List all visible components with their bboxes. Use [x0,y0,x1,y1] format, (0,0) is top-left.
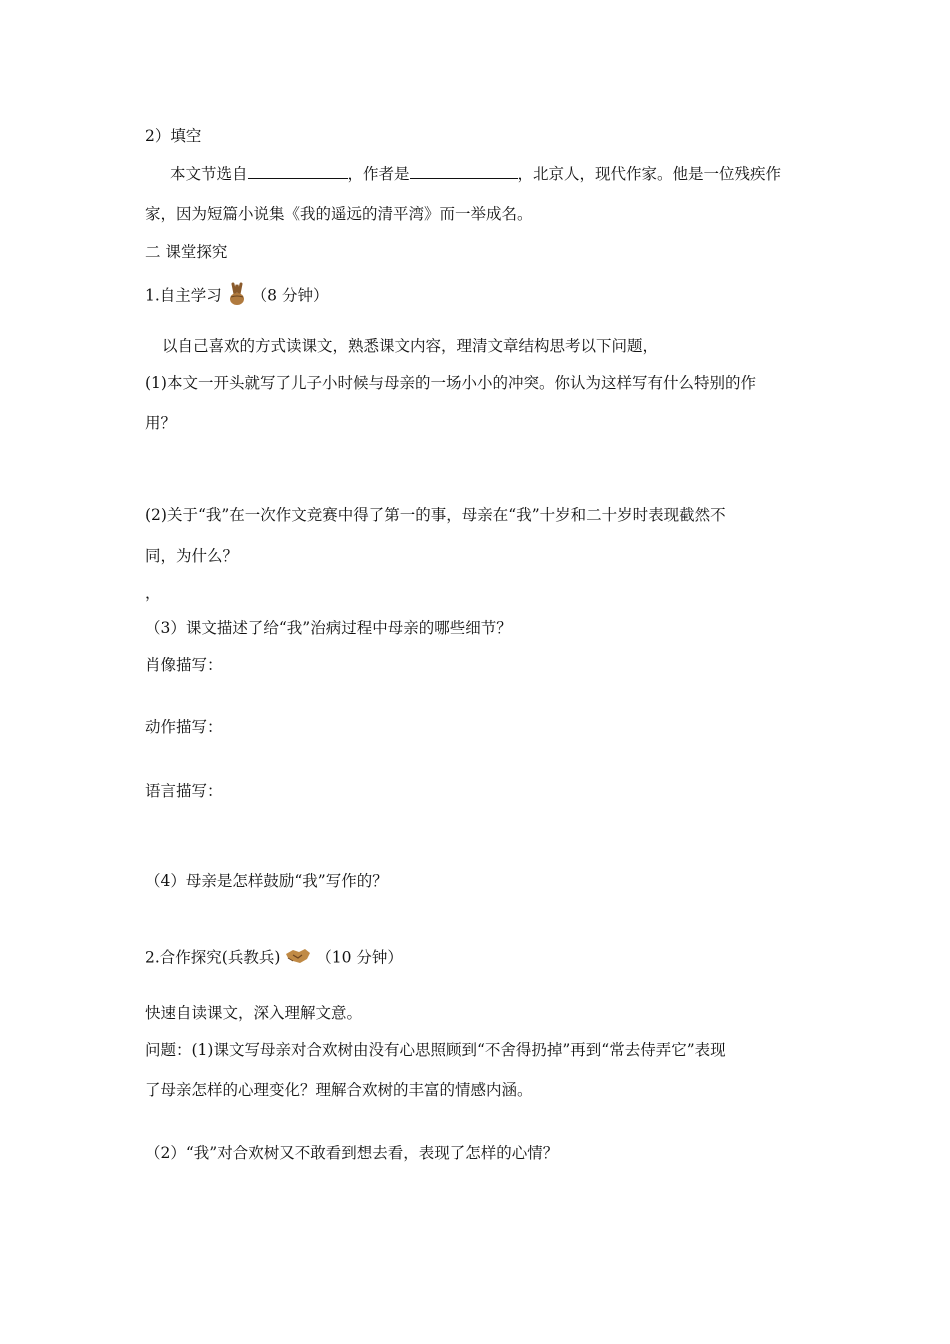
portrait-description-label: 肖像描写： [145,656,223,674]
speech-description-label: 语言描写： [145,782,223,800]
action-description-label: 动作描写： [145,718,223,736]
coop-heading [145,946,403,971]
coop-title: 2.合作探究(兵教兵) [145,948,281,967]
victory-hand-icon [227,282,247,311]
coop-question-1-line1: 问题：(1)课文写母亲对合欢树由没有心思照顾到“不舍得扔掉”再到“常去侍弄它”表现 [145,1041,726,1059]
question-2-line2: 同，为什么？ [145,547,239,565]
author-blank[interactable] [410,162,518,179]
question-1-line2: 用？ [145,414,177,432]
self-study-title: 1.自主学习 [145,286,222,305]
self-study-heading [145,282,328,311]
fill-text-2: ，作者是 [347,165,410,183]
coop-question-2: （2）“我”对合欢树又不敢看到想去看，表现了怎样的心情？ [145,1144,559,1162]
question-2-line1: (2)关于“我”在一次作文竞赛中得了第一的事，母亲在“我”十岁和二十岁时表现截然不 [145,506,726,524]
coop-time: （10 分钟） [316,948,403,967]
fill-blank-heading: 2）填空 [145,127,202,145]
handshake-icon [285,946,311,971]
fill-blank-sentence [170,162,781,184]
fill-blank-continuation: 家，因为短篇小说集《我的遥远的清平湾》而一举成名。 [145,205,533,223]
question-1-line1: (1)本文一开头就写了儿子小时候与母亲的一场小小的冲突。你认为这样写有什么特别的作 [145,374,756,392]
coop-question-1-line2: 了母亲怎样的心理变化？理解合欢树的丰富的情感内涵。 [145,1081,533,1099]
question-4: （4）母亲是怎样鼓励“我”写作的？ [145,872,388,890]
self-study-intro: 以自己喜欢的方式读课文，熟悉课文内容，理清文章结构思考以下问题， [162,337,659,355]
section-heading: 二 课堂探究 [145,243,228,261]
source-blank[interactable] [248,162,348,179]
self-study-time: （8 分钟） [251,286,329,305]
coop-intro: 快速自读课文，深入理解文意。 [145,1004,363,1022]
question-3: （3）课文描述了给“我”治病过程中母亲的哪些细节？ [145,619,512,637]
fill-text-1: 本文节选自 [170,165,248,183]
stray-comma: ， [145,584,161,602]
fill-text-3: ，北京人，现代作家。他是一位残疾作 [517,165,782,183]
